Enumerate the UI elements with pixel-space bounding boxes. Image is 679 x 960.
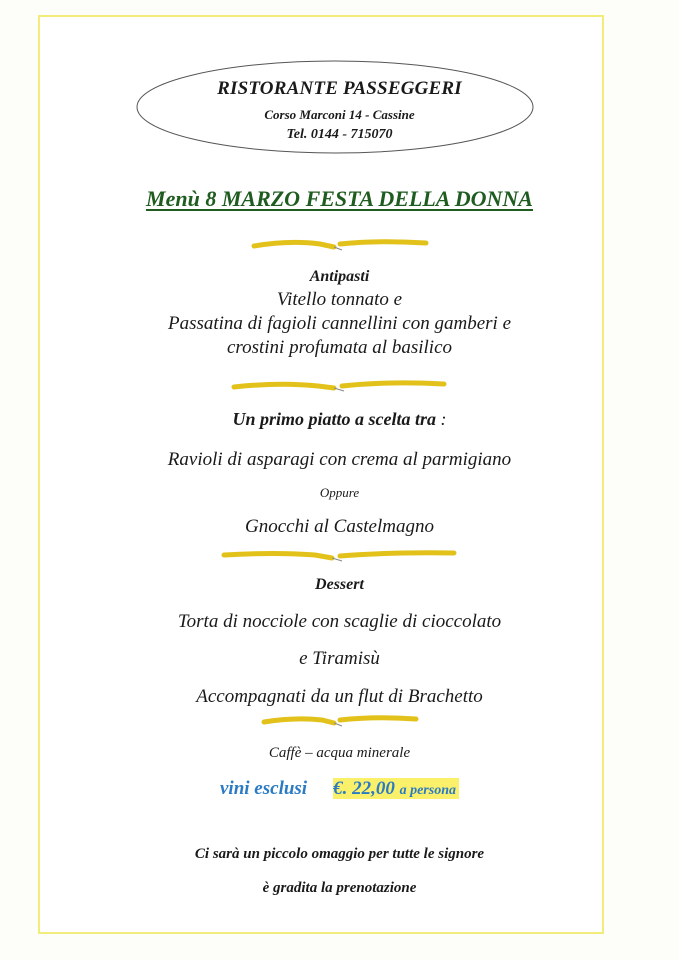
dessert-heading: Dessert [315,576,364,593]
primo-option-2: Gnocchi al Castelmagno [245,516,434,537]
menu-title: Menù 8 MARZO FESTA DELLA DONNA [146,186,533,211]
price-per-person: a persona [399,783,456,798]
restaurant-name: RISTORANTE PASSEGGERI [217,78,462,99]
dessert-line-1: Torta di nocciole con scaglie di cioccolato [177,611,502,632]
dessert-line-2: e Tiramisù [299,648,380,669]
restaurant-address: Corso Marconi 14 - Cassine [264,107,415,122]
extras-line: Caffè – acqua minerale [268,745,411,761]
primo-oppure: Oppure [319,485,360,500]
antipasti-heading: Antipasti [309,268,370,285]
ornament-divider [0,549,679,563]
primo-option-1: Ravioli di asparagi con crema al parmigiano [167,449,512,470]
primo-heading: Un primo piatto a scelta tra [232,409,436,429]
dessert-line-3: Accompagnati da un flut di Brachetto [196,686,483,707]
booking-note: è gradita la prenotazione [262,880,417,896]
restaurant-phone: Tel. 0144 - 715070 [286,127,393,142]
primo-heading-colon: : [436,409,447,429]
ornament-divider [0,714,679,728]
ornament-divider [0,238,679,252]
wines-excluded: vini esclusi [220,778,308,799]
antipasti-line-2: Passatina di fagioli cannellini con gamberi e [167,313,512,334]
price-amount: €. 22,00 [333,778,395,799]
gift-note: Ci sarà un piccolo omaggio per tutte le signore [194,846,485,862]
antipasti-line-1: Vitello tonnato e [276,289,403,310]
primo-heading-line [0,409,679,430]
price-line [0,778,679,800]
price-highlight [333,778,459,799]
antipasti-line-3: crostini profumata al basilico [226,337,452,358]
ornament-divider [0,379,679,393]
